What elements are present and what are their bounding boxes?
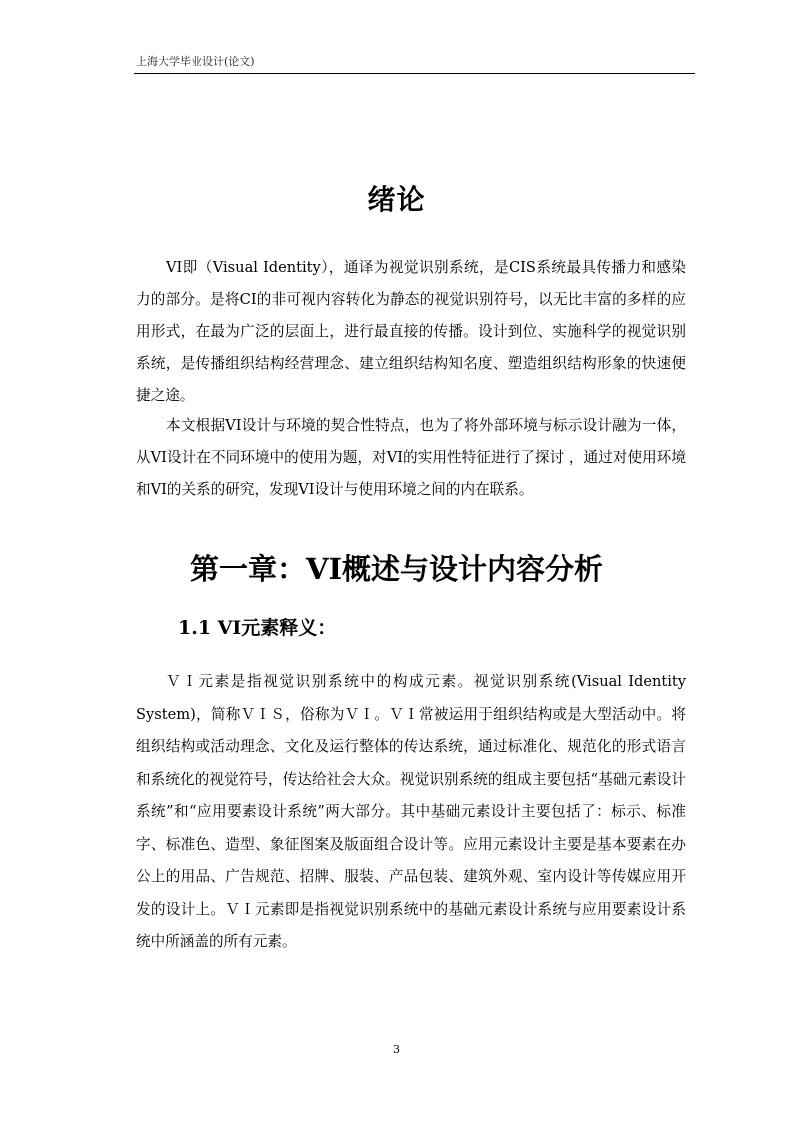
section-paragraph: ＶＩ元素是指视觉识别系统中的构成元素。视觉识别系统(Visual Identity System)，简称ＶＩＳ，俗称为ＶＩ。ＶＩ常被运用于组织结构或是大型活动中。将组织结构或活动理念、文化及运行整体的传达系统，通过标准化、规范化的形式语言和系统化的视觉符号，传达给社会大众。视觉识别系统的组成主要包括“基础元素设计系统”和“应用要素设计系统”两大部分。其中基础元素设计主要包括了：标示、标准字、标准色、造型、象征图案及版面组合设计等。应用元素设计主要是基本要素在办公上的用品、广告规范、招牌、服装、产品包装、建筑外观、室内设计等传媒应用开发的设计上。ＶＩ元素即是指视觉识别系统中的基础元素设计系统与应用要素设计系统中所涵盖的所有元素。: [136, 673, 686, 950]
page-number: 3: [393, 1043, 400, 1056]
running-header: 上海大学毕业设计(论文): [136, 55, 255, 68]
header-rule: [134, 73, 695, 74]
section-title: 1.1 VI元素释义：: [178, 617, 337, 639]
intro-title: 绪论: [367, 183, 426, 216]
intro-paragraph-2: 本文根据VI设计与环境的契合性特点，也为了将外部环境与标示设计融为一体，从VI设计在不同环境中的使用为题，对VI的实用性特征进行了探讨 ，通过对使用环境和VI的关系的研究，发现VI设计与使用环境之间的内在联系。: [136, 417, 686, 498]
chapter-title: 第一章：VI概述与设计内容分析: [189, 552, 604, 586]
intro-paragraph-1: VI即（Visual Identity），通译为视觉识别系统，是CIS系统最具传播力和感染力的部分。是将CI的非可视内容转化为静态的视觉识别符号，以无比丰富的多样的应用形式，在最为广泛的层面上，进行最直接的传播。设计到位、实施科学的视觉识别系统，是传播组织结构经营理念、建立组织结构知名度、塑造组织结构形象的快速便捷之途。: [136, 259, 686, 404]
